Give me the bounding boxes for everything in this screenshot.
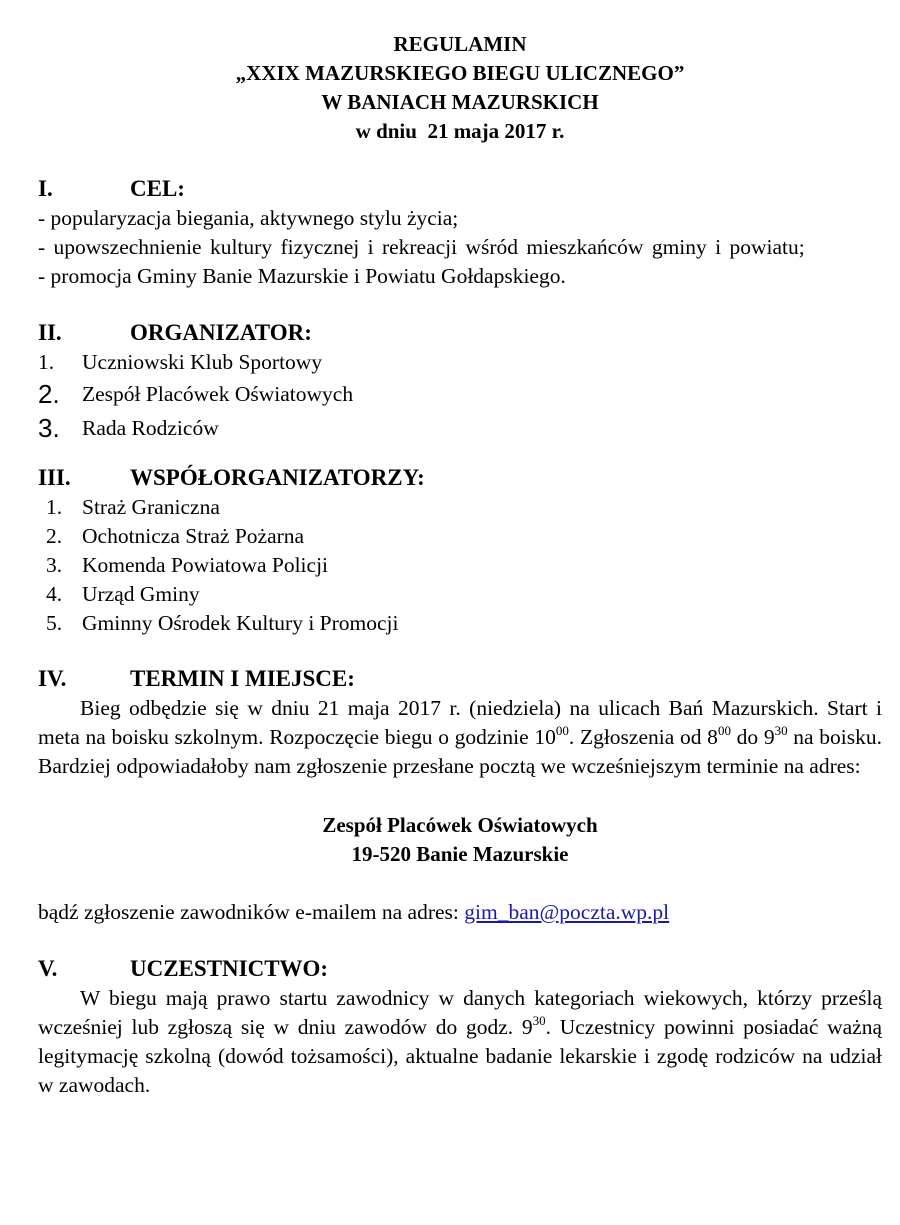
section-date-place — [38, 664, 882, 927]
superscript: 30 — [774, 723, 788, 738]
section-heading — [38, 463, 882, 493]
list-number: 1. — [46, 495, 63, 519]
title-line-3: W BANIACH MAZURSKICH — [321, 90, 599, 114]
list-text: Straż Graniczna — [82, 495, 220, 519]
address-line: 19-520 Banie Mazurskie — [351, 842, 569, 866]
section-title: WSPÓŁORGANIZATORZY: — [130, 465, 425, 490]
section-number: V. — [38, 956, 58, 981]
list-item — [38, 348, 882, 377]
list-text: Gminny Ośrodek Kultury i Promocji — [82, 611, 399, 635]
title-line-4: w dniu 21 maja 2017 r. — [355, 119, 565, 143]
list-number: 3. — [46, 553, 63, 577]
date-place-paragraph — [38, 694, 882, 781]
section-participation — [38, 954, 882, 1100]
email-line — [38, 898, 882, 927]
list-number: 5. — [46, 611, 63, 635]
list-text: Ochotnicza Straż Pożarna — [82, 524, 305, 548]
list-item — [38, 493, 882, 522]
list-item — [38, 377, 882, 411]
section-heading — [38, 954, 882, 984]
section-title: CEL: — [130, 176, 185, 201]
superscript: 00 — [555, 723, 569, 738]
title-line-2: „XXIX MAZURSKIEGO BIEGU ULICZNEGO” — [235, 61, 685, 85]
text-run: . Uczestnicy powinni posiadać ważną legitymację szkolną (dowód tożsamości), aktualne badanie lekarskie i zgodę rodziców na udział w zawodach. — [38, 1015, 882, 1097]
section-goal — [38, 174, 882, 291]
address-block — [38, 811, 882, 869]
title-line-1: REGULAMIN — [393, 32, 527, 56]
list-text: Urząd Gminy — [82, 582, 200, 606]
section-heading — [38, 318, 882, 348]
list-number: 3. — [38, 413, 60, 443]
regulations-page — [38, 30, 882, 1100]
participation-paragraph — [38, 984, 882, 1100]
list-item — [38, 411, 882, 445]
superscript: 00 — [717, 723, 731, 738]
superscript: 30 — [532, 1013, 546, 1028]
section-title: UCZESTNICTWO: — [130, 956, 329, 981]
goal-item: - promocja Gminy Banie Mazurskie i Powiatu Gołdapskiego. — [38, 264, 566, 288]
list-text: Uczniowski Klub Sportowy — [82, 350, 323, 374]
list-item — [38, 551, 882, 580]
list-text: Komenda Powiatowa Policji — [82, 553, 329, 577]
list-item — [38, 580, 882, 609]
section-number: IV. — [38, 666, 67, 691]
list-text: Zespół Placówek Oświatowych — [82, 382, 354, 406]
goal-item: - upowszechnienie kultury fizycznej i rekreacji wśród mieszkańców gminy i powiatu; — [38, 235, 805, 259]
text-run: Bieg odbędzie się w dniu 21 maja 2017 r. (niedziela) na ulicach Bań Mazurskich. Start i meta na boisku szkolnym. Rozpoczęcie biegu o godzinie 10 — [38, 696, 882, 749]
email-prefix: bądź zgłoszenie zawodników e-mailem na adres: — [38, 900, 465, 924]
section-heading — [38, 664, 882, 694]
document-title — [38, 30, 882, 146]
goal-item: - popularyzacja biegania, aktywnego stylu życia; — [38, 206, 459, 230]
section-heading — [38, 174, 882, 204]
list-number: 2. — [38, 379, 60, 409]
text-run: W biegu mają prawo startu zawodnicy w danych kategoriach wiekowych, którzy prześlą wcześniej lub zgłoszą się w dniu zawodów do godz. 9 — [38, 986, 882, 1039]
list-item — [38, 522, 882, 551]
section-title: ORGANIZATOR: — [130, 320, 312, 345]
list-number: 4. — [46, 582, 63, 606]
section-title: TERMIN I MIEJSCE: — [130, 666, 355, 691]
text-run: do 9 — [730, 725, 775, 749]
section-number: II. — [38, 320, 62, 345]
section-number: III. — [38, 465, 71, 490]
text-run: . Zgłoszenia od 8 — [568, 725, 718, 749]
address-line: Zespół Placówek Oświatowych — [322, 813, 598, 837]
text-run: na boisku. Bardziej odpowiadałoby nam zgłoszenie przesłane pocztą we wcześniejszym terminie na adres: — [38, 725, 883, 778]
email-link[interactable]: gim_ban@poczta.wp.pl — [464, 900, 670, 924]
section-number: I. — [38, 176, 53, 201]
list-item — [38, 609, 882, 638]
list-number: 1. — [38, 350, 55, 374]
section-organizer — [38, 318, 882, 445]
list-text: Rada Rodziców — [82, 416, 219, 440]
list-number: 2. — [46, 524, 63, 548]
section-co-organizers — [38, 463, 882, 638]
